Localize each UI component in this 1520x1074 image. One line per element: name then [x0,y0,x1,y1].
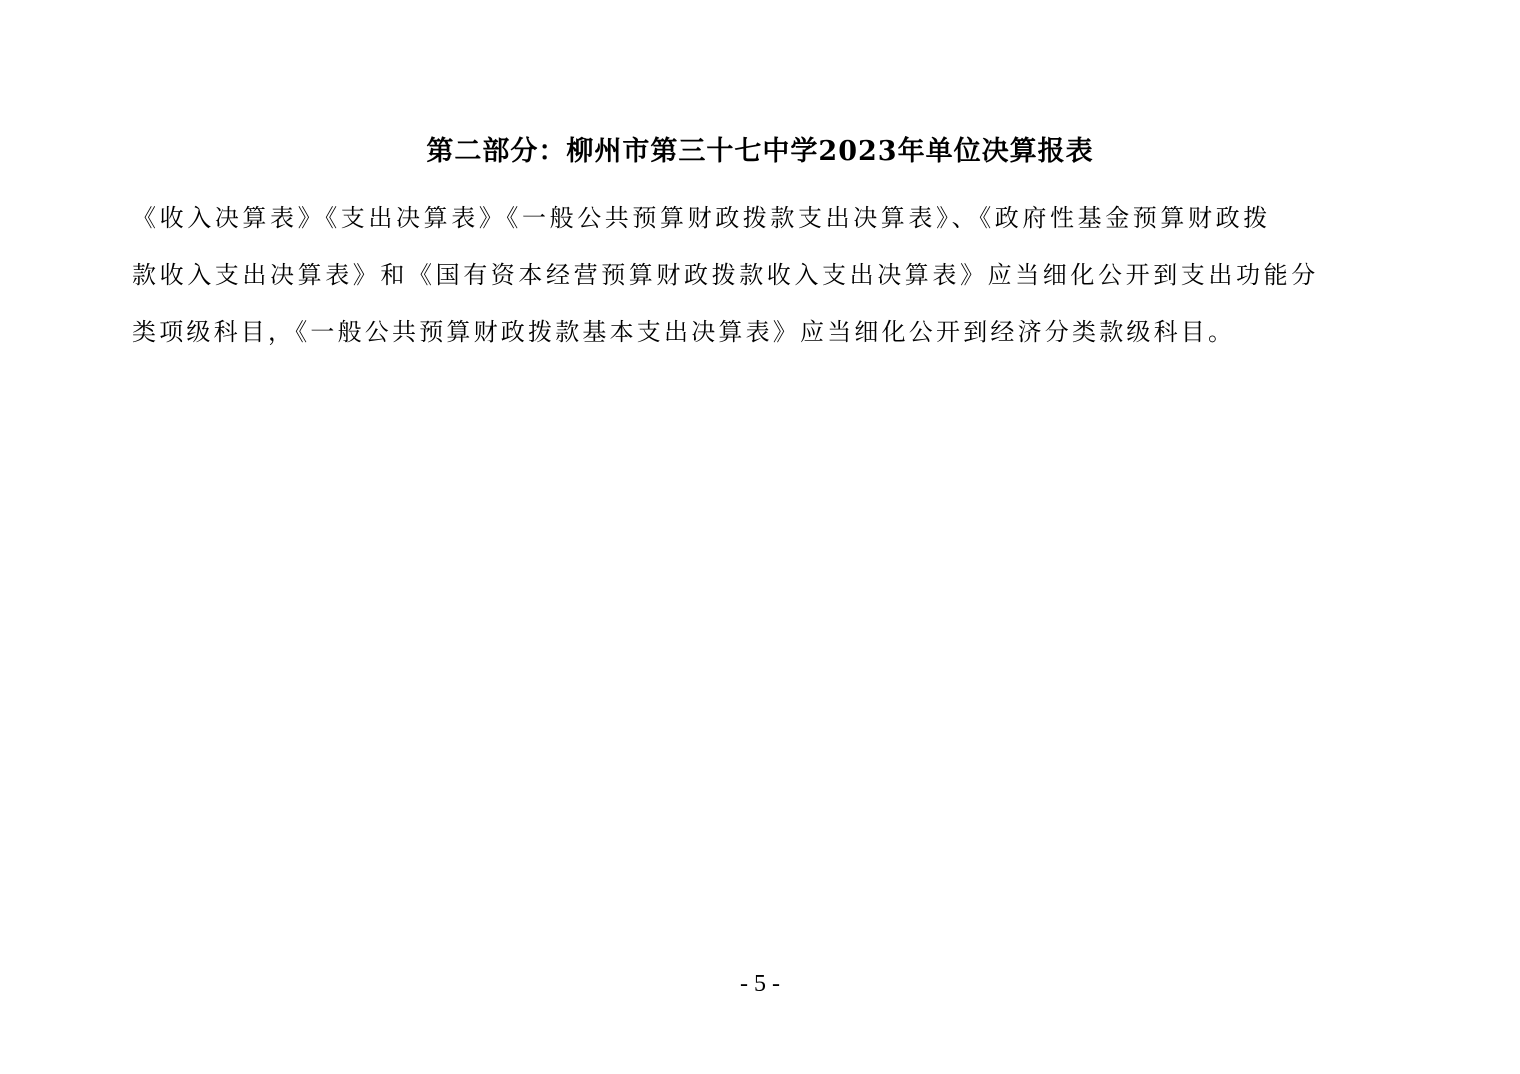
page-number: - 5 - [740,971,780,997]
paragraph-line-2: 款收入支出决算表》和《国有资本经营预算财政拨款收入支出决算表》应当细化公开到支出功能分 [132,261,1319,289]
paragraph-line-3: 类项级科目，《一般公共预算财政拨款基本支出决算表》应当细化公开到经济分类款级科目。 [132,318,1236,346]
paragraph-line-1: 《收入决算表》《支出决算表》《一般公共预算财政拨款支出决算表》、《政府性基金预算财政拨 [132,204,1271,232]
body-paragraph [132,190,1388,361]
section-title: 第二部分：柳州市第三十七中学2023年单位决算报表 [426,136,1094,167]
